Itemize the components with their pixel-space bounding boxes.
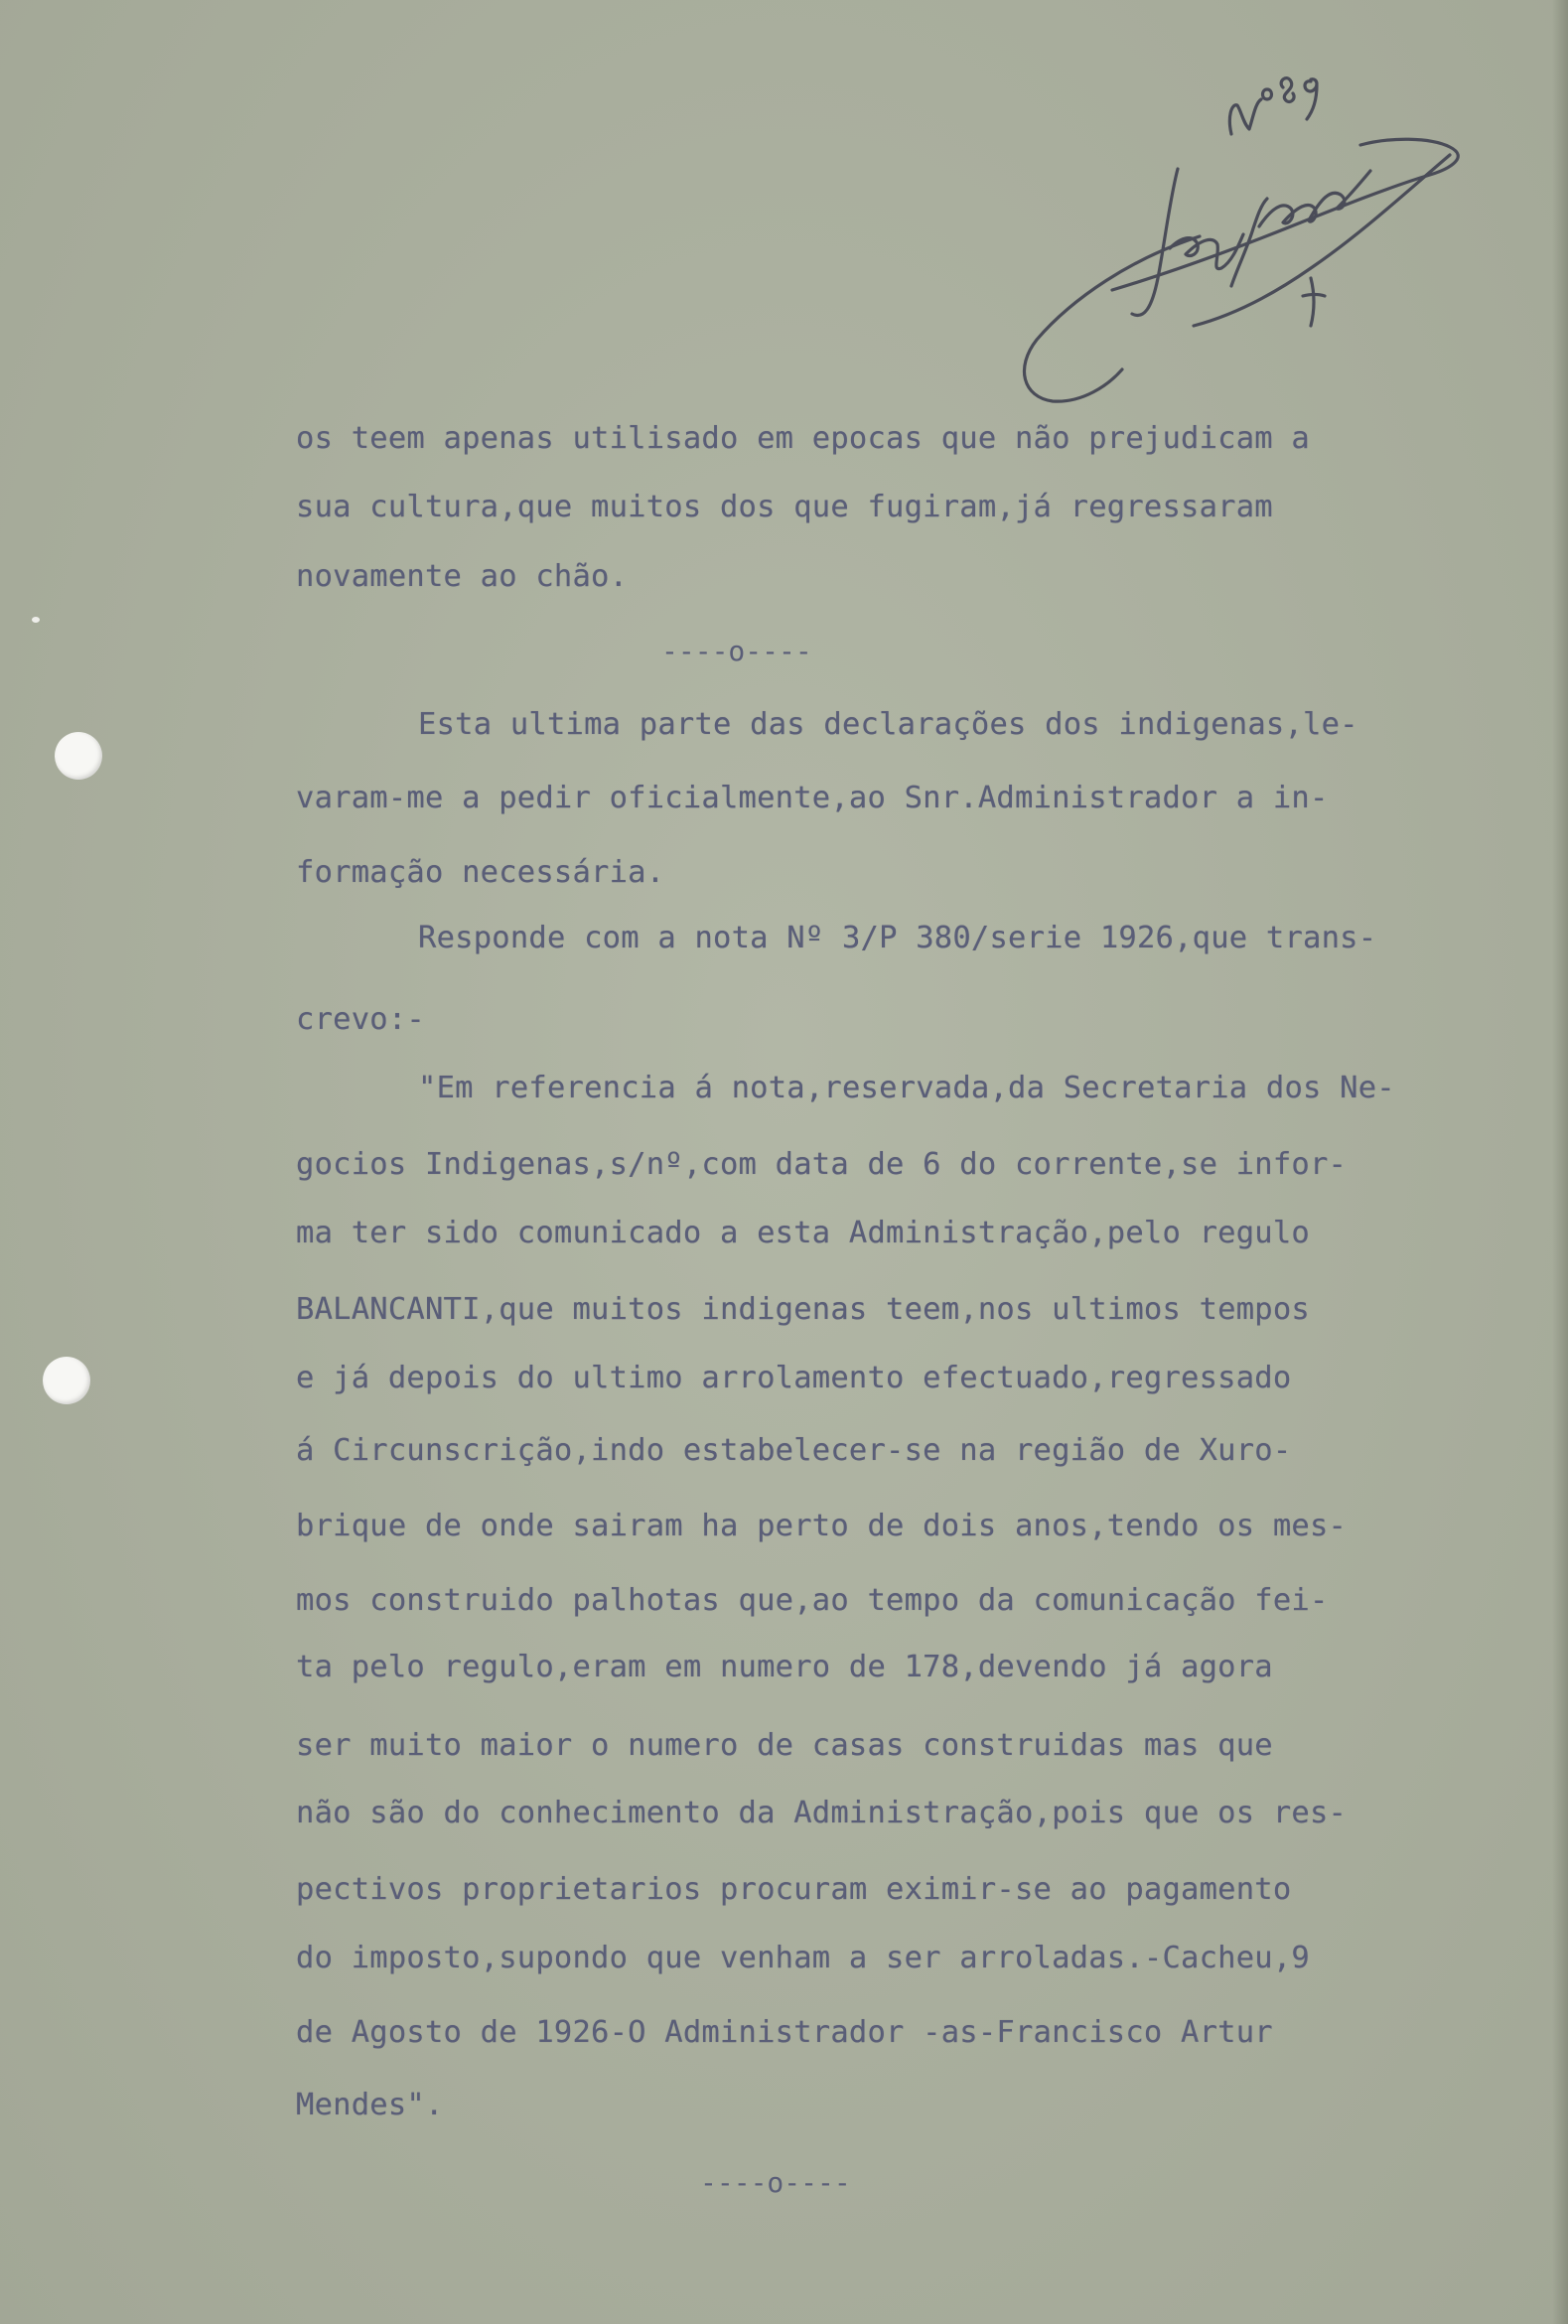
text-line-5: varam-me a pedir oficialmente,ao Snr.Administrador a in-: [296, 781, 1329, 815]
text-line-8: crevo:-: [296, 1002, 425, 1037]
punch-hole-bottom: [43, 1357, 90, 1404]
text-line-2: sua cultura,que muitos dos que fugiram,já regressaram: [296, 490, 1273, 524]
text-line-9: "Em referencia á nota,reservada,da Secretaria dos Ne-: [418, 1071, 1395, 1105]
text-line-6: formação necessária.: [296, 855, 665, 890]
handwritten-signature-annotation: [933, 60, 1549, 447]
text-line-16: mos construido palhotas que,ao tempo da comunicação fei-: [296, 1583, 1329, 1618]
text-line-23: Mendes".: [296, 2088, 444, 2122]
text-line-21: do imposto,supondo que venham a ser arroladas.-Cacheu,9: [296, 1941, 1310, 1975]
text-line-10: gocios Indigenas,s/nº,com data de 6 do corrente,se infor-: [296, 1147, 1348, 1182]
text-line-15: brique de onde sairam ha perto de dois anos,tendo os mes-: [296, 1509, 1348, 1543]
text-line-3: novamente ao chão.: [296, 559, 629, 594]
text-line-1: os teem apenas utilisado em epocas que não prejudicam a: [296, 421, 1310, 456]
text-line-14: á Circunscrição,indo estabelecer-se na região de Xuro-: [296, 1433, 1292, 1468]
paper-speck: [32, 617, 40, 623]
page-edge-shadow: [1552, 0, 1568, 2324]
text-line-13: e já depois do ultimo arrolamento efectuado,regressado: [296, 1361, 1292, 1395]
text-line-12: BALANCANTI,que muitos indigenas teem,nos ultimos tempos: [296, 1292, 1310, 1327]
text-line-17: ta pelo regulo,eram em numero de 178,devendo já agora: [296, 1650, 1273, 1684]
punch-hole-top: [55, 732, 102, 780]
text-line-7: Responde com a nota Nº 3/P 380/serie 1926,que trans-: [418, 921, 1377, 955]
section-separator-top: ----o----: [661, 635, 812, 667]
section-separator-bottom: ----o----: [700, 2166, 851, 2199]
text-line-19: não são do conhecimento da Administração,pois que os res-: [296, 1796, 1348, 1830]
text-line-20: pectivos proprietarios procuram eximir-se ao pagamento: [296, 1872, 1292, 1907]
text-line-18: ser muito maior o numero de casas construidas mas que: [296, 1728, 1273, 1763]
text-line-22: de Agosto de 1926-O Administrador -as-Francisco Artur: [296, 2015, 1273, 2050]
text-line-11: ma ter sido comunicado a esta Administração,pelo regulo: [296, 1216, 1310, 1250]
text-line-4: Esta ultima parte das declarações dos indigenas,le-: [418, 707, 1358, 742]
